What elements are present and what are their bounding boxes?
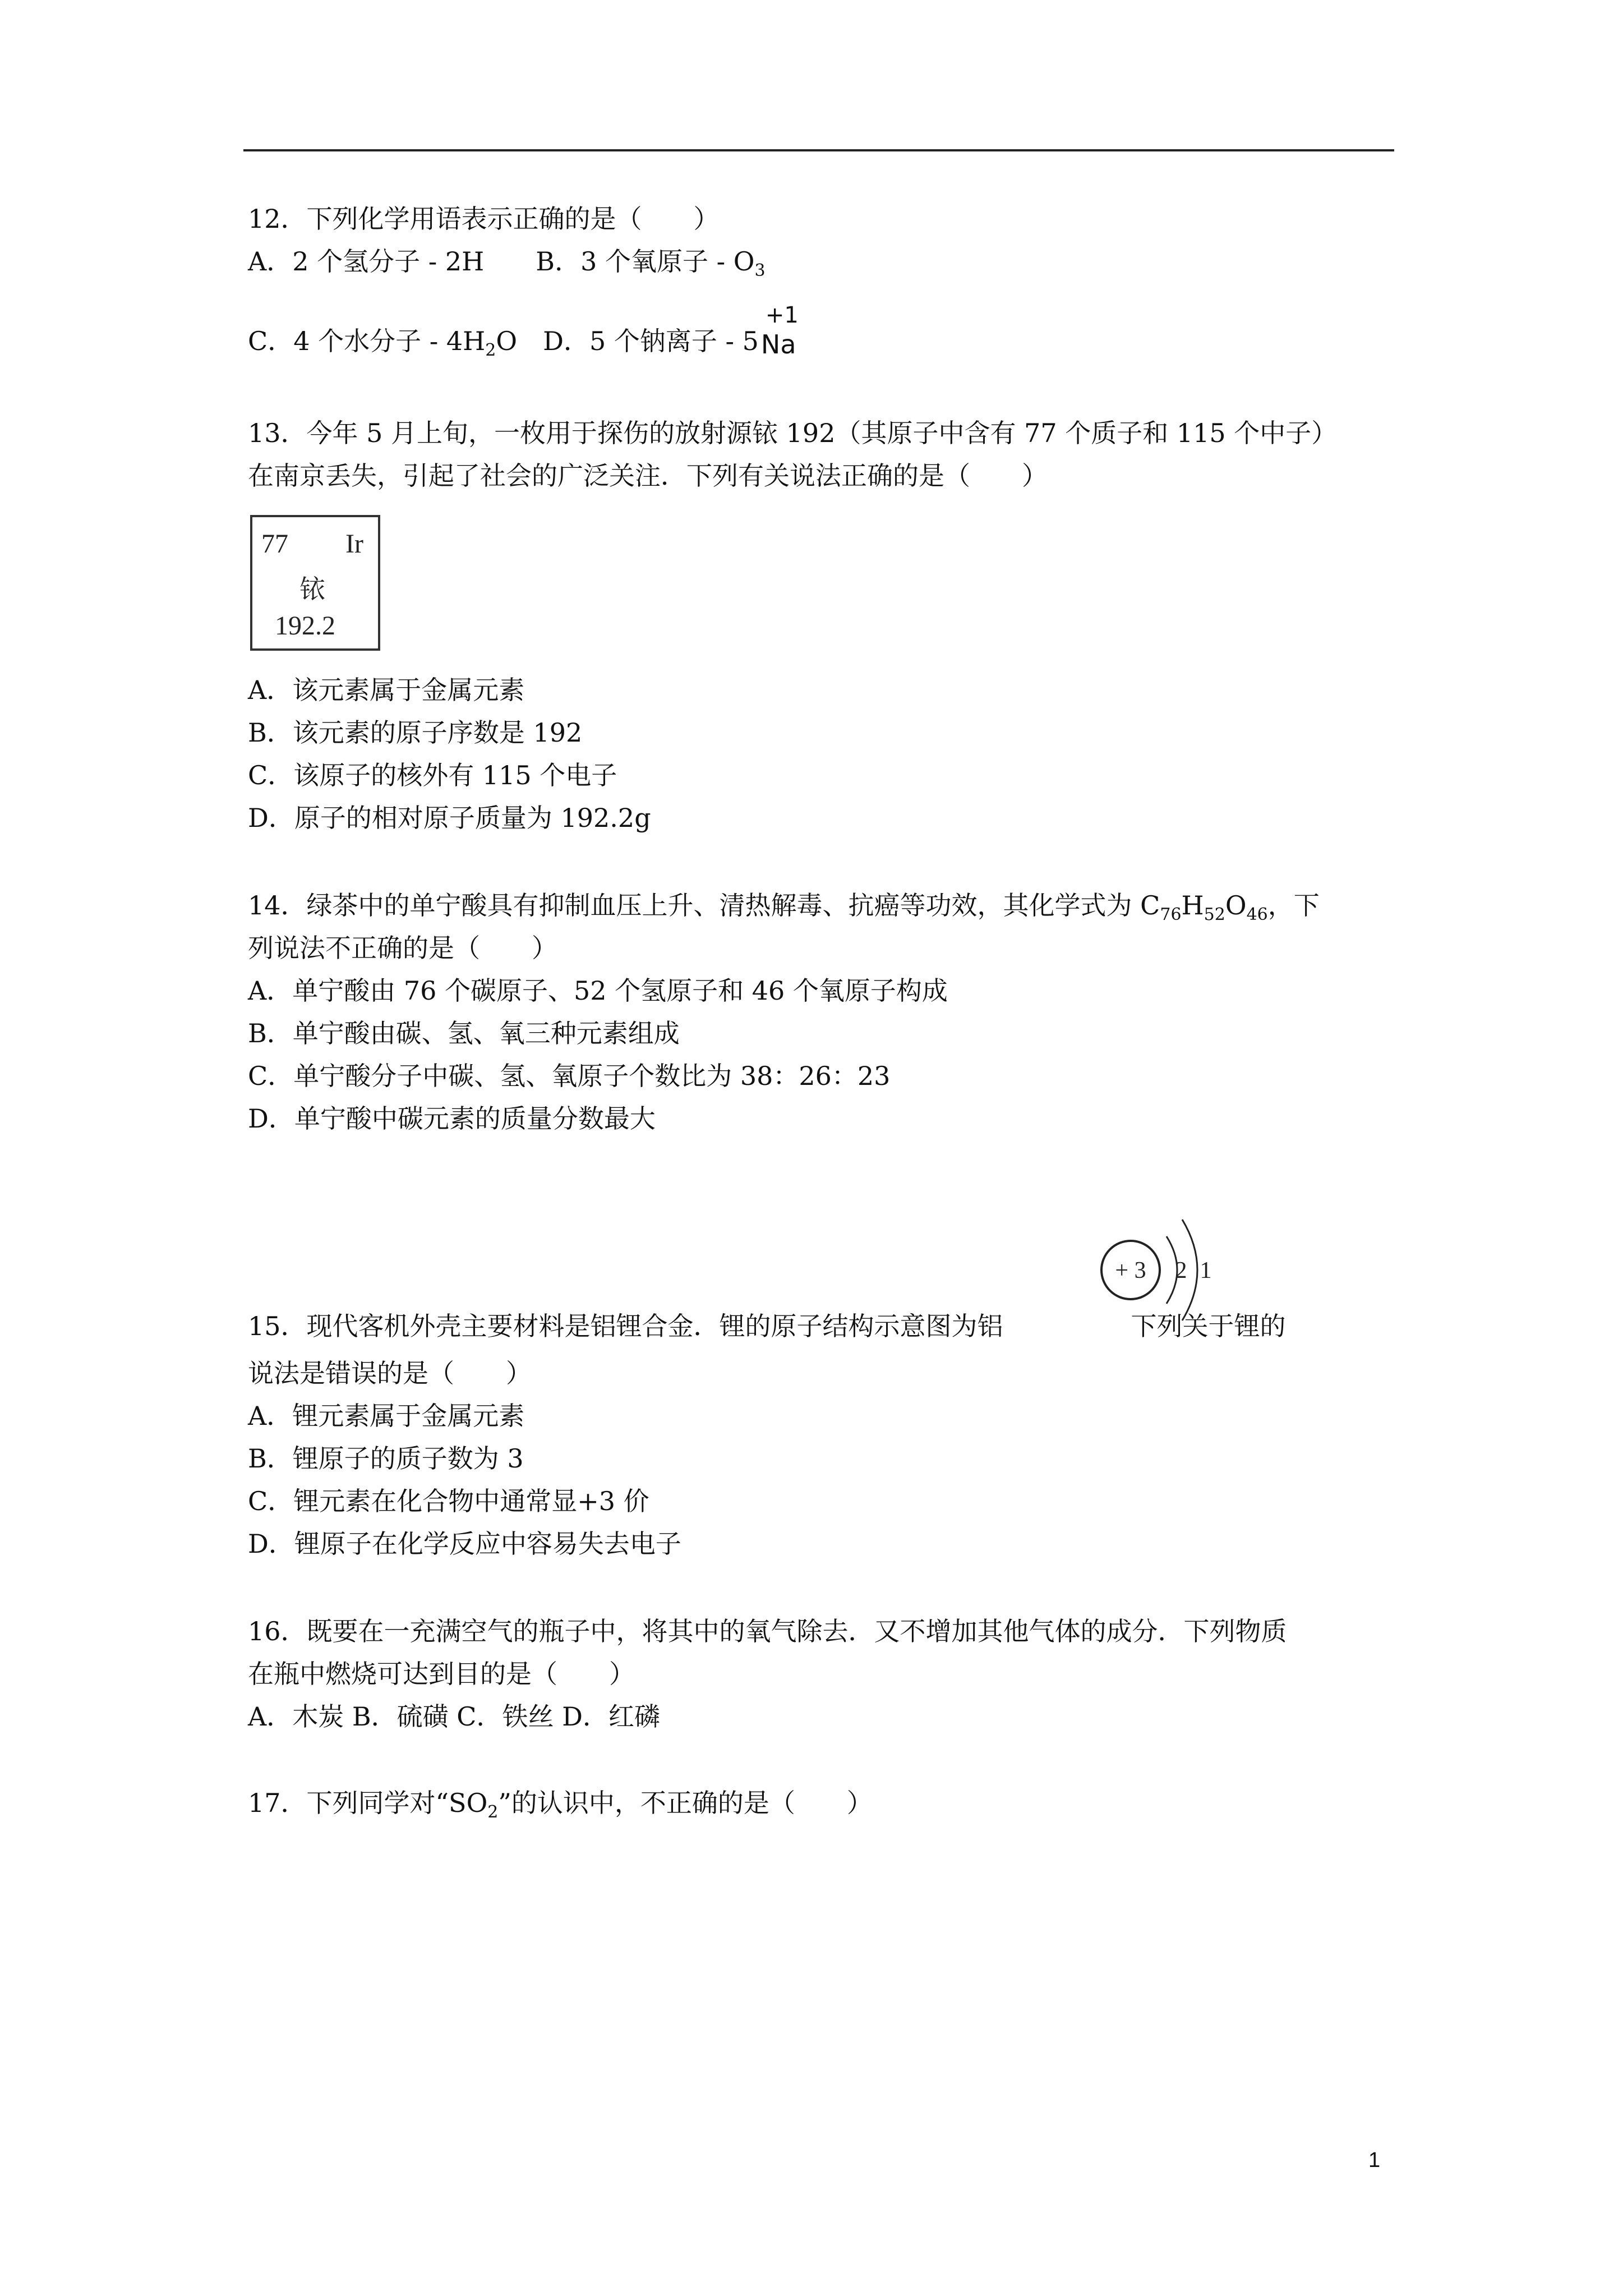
q17-stem-text: 17．下列同学对“SO <box>248 1788 488 1818</box>
q12-c-text: C．4 个水分子 - 4H <box>248 326 486 356</box>
carbon-subscript: 76 <box>1160 905 1182 924</box>
oxygen-symbol: O <box>1225 890 1247 921</box>
iridium-element-card <box>250 515 380 651</box>
q15-stem-text: 15．现代客机外壳主要材料是铝锂合金．锂的原子结构示意图为铝 <box>248 1311 1003 1341</box>
q15-stem-line2: 说法是错误的是（ ） <box>248 1358 532 1388</box>
q13-option-b: B．该元素的原子序数是 192 <box>248 717 583 748</box>
q14-stem-line2: 列说法不正确的是（ ） <box>248 933 557 963</box>
q16-stem-line2: 在瓶中燃烧可达到目的是（ ） <box>248 1659 635 1689</box>
nucleus-charge: + 3 <box>1115 1258 1146 1283</box>
q12-ab-text: A．2 个氢分子 - 2H B．3 个氧原子 - O <box>248 246 755 277</box>
so2-subscript: 2 <box>487 1802 499 1822</box>
header-rule <box>243 149 1394 151</box>
q15-option-c: C．锂元素在化合物中通常显+3 价 <box>248 1486 649 1516</box>
atomic-mass: 192.2 <box>275 611 335 641</box>
q12-stem: 12．下列化学用语表示正确的是（ ） <box>248 204 720 234</box>
q17-stem-tail: ”的认识中，不正确的是（ ） <box>498 1788 873 1818</box>
element-name: 铱 <box>299 574 325 604</box>
element-symbol: Ir <box>345 529 363 559</box>
q12-d-text: O D．5 个钠离子 - 5 <box>496 326 759 356</box>
sodium-ion-notation <box>759 302 799 360</box>
q14-stem-tail: ，下 <box>1267 890 1320 921</box>
na-symbol: Na <box>760 329 796 360</box>
q12-b-subscript: 3 <box>754 261 766 280</box>
q13-option-a: A．该元素属于金属元素 <box>248 675 525 705</box>
q14-option-b: B．单宁酸由碳、氢、氧三种元素组成 <box>248 1018 680 1048</box>
q15-option-d: D．锂原子在化学反应中容易失去电子 <box>248 1529 681 1559</box>
q15-option-a: A．锂元素属于金属元素 <box>248 1401 525 1431</box>
q16-options: A．木炭 B．硫磺 C．铁丝 D．红磷 <box>248 1701 660 1732</box>
q13-option-d: D．原子的相对原子质量为 192.2g <box>248 803 651 833</box>
page-number: 1 <box>1368 2148 1381 2172</box>
lithium-atom-diagram <box>1094 1193 1228 1338</box>
q13-stem-line1: 13．今年 5 月上旬，一枚用于探伤的放射源铱 192（其原子中含有 77 个质子和 115 个中子） <box>248 418 1338 448</box>
q14-option-c: C．单宁酸分子中碳、氢、氧原子个数比为 38：26：23 <box>248 1061 891 1091</box>
q14-option-d: D．单宁酸中碳元素的质量分数最大 <box>248 1103 656 1134</box>
q13-stem-line2: 在南京丢失，引起了社会的广泛关注．下列有关说法正确的是（ ） <box>248 461 1048 491</box>
q14-stem-text: 14．绿茶中的单宁酸具有抑制血压上升、清热解毒、抗癌等功效，其化学式为 C <box>248 890 1160 921</box>
q12-options-ab <box>248 245 766 278</box>
q14-stem-line1 <box>248 889 1320 922</box>
oxygen-subscript: 46 <box>1246 905 1268 924</box>
hydrogen-symbol: H <box>1181 890 1204 921</box>
q13-option-c: C．该原子的核外有 115 个电子 <box>248 760 617 790</box>
q16-stem-line1: 16．既要在一充满空气的瓶子中，将其中的氧气除去．又不增加其他气体的成分．下列物质 <box>248 1616 1287 1646</box>
q14-option-a: A．单宁酸由 76 个碳原子、52 个氢原子和 46 个氧原子构成 <box>248 976 948 1006</box>
shell-1-electrons: 2 <box>1175 1258 1187 1283</box>
q17-stem <box>248 1786 873 1820</box>
q12-options-cd <box>248 302 799 360</box>
q15-option-b: B．锂原子的质子数为 3 <box>248 1443 524 1474</box>
hydrogen-subscript: 52 <box>1204 905 1225 924</box>
atomic-number: 77 <box>261 529 288 559</box>
valence-superscript: +1 <box>765 302 799 328</box>
shell-2-electrons: 1 <box>1200 1258 1212 1283</box>
q12-c-subscript: 2 <box>485 341 496 360</box>
q15-stem-tail: 下列关于锂的 <box>1131 1311 1286 1341</box>
